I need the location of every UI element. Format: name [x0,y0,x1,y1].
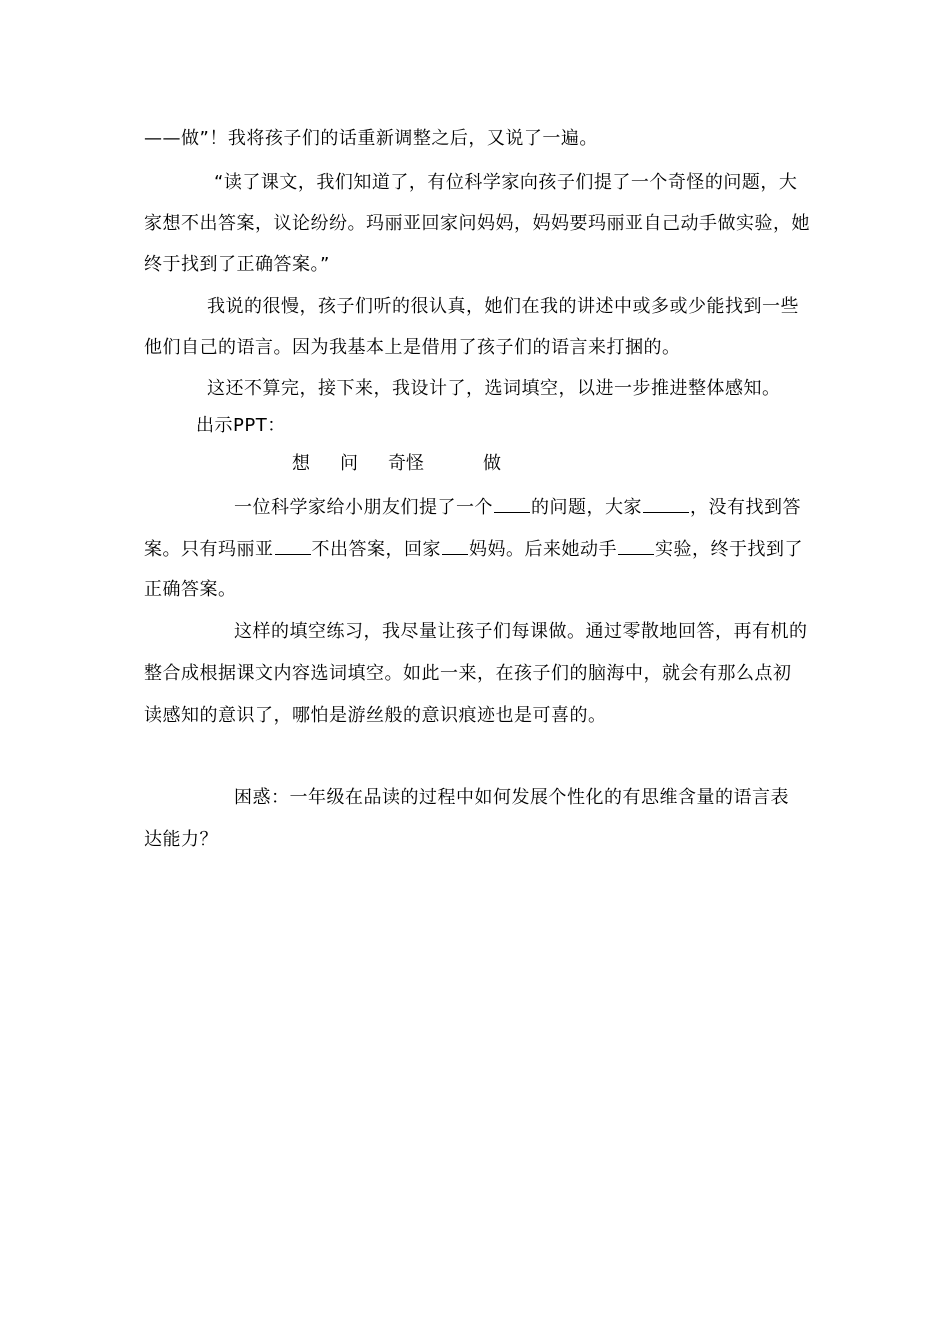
paragraph-2-line-3: 终于找到了正确答案。” [144,254,330,275]
paragraph-7-line-1: 困惑：一年级在品读的过程中如何发展个性化的有思维含量的语言表 [234,787,789,808]
fill-text: 不出答案，回家 [311,539,441,560]
fill-text: 实验，终于找到了 [655,539,803,560]
fill-in-line-3: 正确答案。 [144,579,237,600]
paragraph-3-line-2: 他们自己的语言。因为我基本上是借用了孩子们的语言来打捆的。 [144,337,681,358]
ppt-word-4: 做 [483,453,501,474]
ppt-label: 出示PPT： [196,415,286,436]
fill-in-line-2 [144,536,824,562]
paragraph-4-line-1: 这还不算完，接下来，我设计了，选词填空，以进一步推进整体感知。 [207,378,781,399]
paragraph-6-line-3: 读感知的意识了，哪怕是游丝般的意识痕迹也是可喜的。 [144,705,607,726]
ppt-word-2: 问 [340,453,358,474]
fill-text: ，没有找到答 [690,497,801,518]
fill-text: 案。只有玛丽亚 [144,539,274,560]
ppt-word-1: 想 [292,453,310,474]
blank-5 [618,536,654,555]
blank-1 [494,494,530,513]
blank-2 [643,494,689,513]
paragraph-2-line-2: 家想不出答案，议论纷纷。玛丽亚回家问妈妈，妈妈要玛丽亚自己动手做实验，她 [144,213,810,234]
paragraph-6-line-1: 这样的填空练习，我尽量让孩子们每课做。通过零散地回答，再有机的 [234,621,808,642]
paragraph-7-line-2: 达能力？ [144,829,218,850]
paragraph-6-line-2: 整合成根据课文内容选词填空。如此一来，在孩子们的脑海中，就会有那么点初 [144,663,792,684]
ppt-word-3: 奇怪 [388,453,424,474]
fill-text: 的问题，大家 [531,497,642,518]
paragraph-1-line-1: ——做”！我将孩子们的话重新调整之后，又说了一遍。 [144,128,598,149]
fill-text: 一位科学家给小朋友们提了一个 [234,497,493,518]
fill-text: 妈妈。后来她动手 [469,539,617,560]
blank-3 [275,536,311,555]
fill-in-line-1 [234,494,824,520]
paragraph-3-line-1: 我说的很慢，孩子们听的很认真，她们在我的讲述中或多或少能找到一些 [207,296,799,317]
paragraph-2-line-1: “读了课文，我们知道了，有位科学家向孩子们提了一个奇怪的问题，大 [214,172,798,193]
blank-4 [442,536,468,555]
